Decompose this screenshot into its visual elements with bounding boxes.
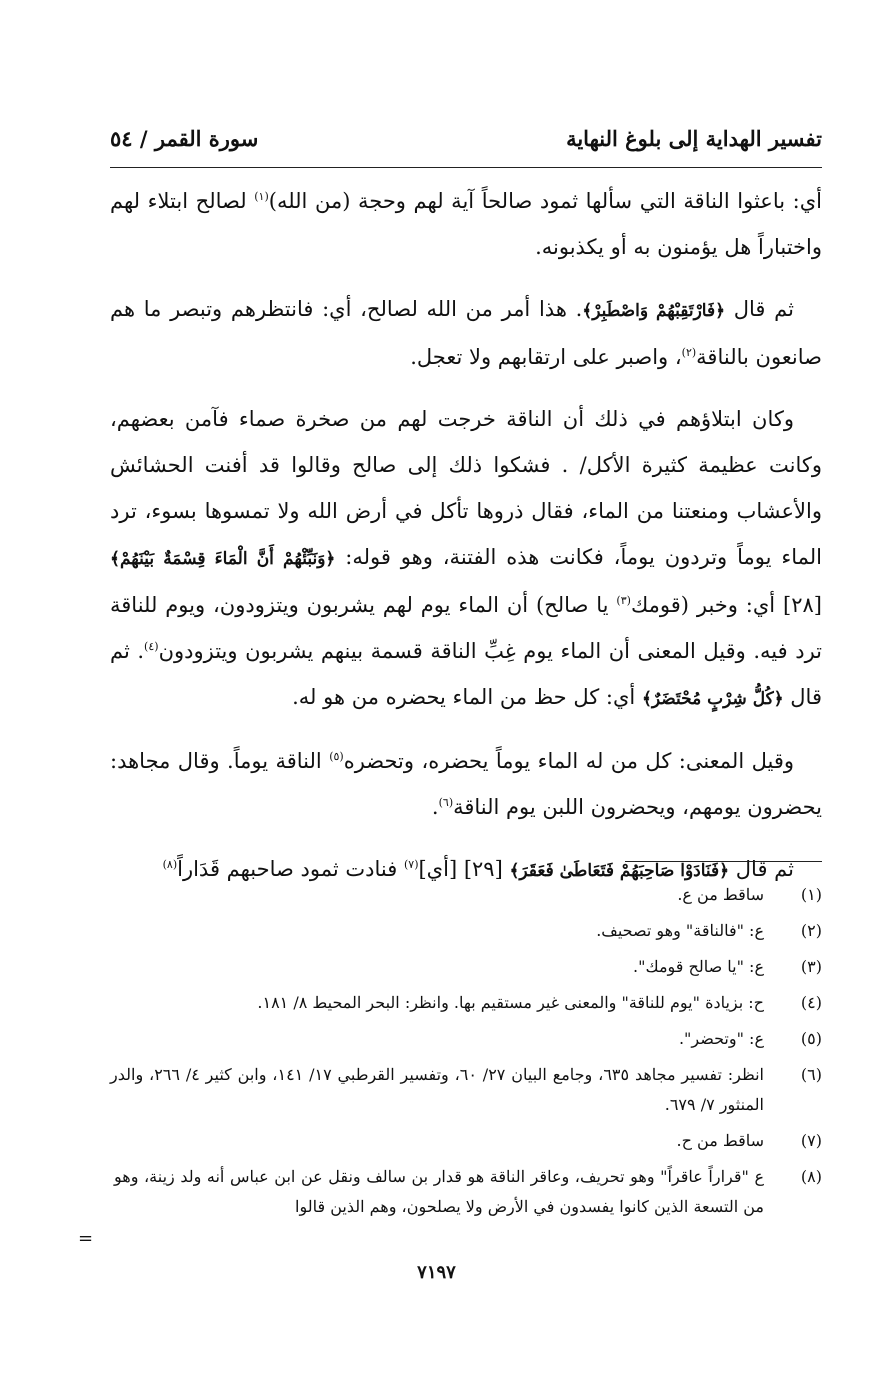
footnote-marker[interactable]: (٥)	[329, 750, 344, 763]
footnote-text: انظر: تفسير مجاهد ٦٣٥، وجامع البيان ٢٧/ ٦٠، وتفسير القرطبي ١٧/ ١٤١، وابن كثير ٤/ ٢٦٦، والدر المنثور ٧/ ٦٧٩.	[110, 1065, 764, 1114]
footnote-number: (٨)	[800, 1167, 822, 1186]
quran-verse: ﴿فَارْتَقِبْهُمْ وَاصْطَبِرْ﴾	[582, 301, 726, 321]
footnote-number: (٤)	[800, 993, 822, 1012]
footnote-text: ع: "يا صالح قومك".	[633, 957, 764, 976]
text-run: ثم قال	[725, 297, 794, 321]
surah-page-label: سورة القمر / ٥٤	[110, 125, 259, 151]
footnote-text: ساقط من ع.	[677, 885, 764, 904]
footnote-text: ع: "فالناقة" وهو تصحيف.	[596, 921, 764, 940]
footnotes	[110, 880, 822, 1228]
text-run: أي: باعثوا الناقة التي سألها ثمود صالحاً آية لهم وحجة (من الله)	[268, 189, 823, 213]
text-run: وقيل المعنى: كل من له الماء يوماً يحضره، وتحضره	[343, 749, 795, 773]
footnote-text: ع: "وتحضر".	[678, 1029, 764, 1048]
footnote-1	[110, 880, 822, 910]
continuation-mark: =	[78, 1228, 94, 1249]
footnote-2	[110, 916, 822, 946]
footnote-number: (١)	[800, 885, 822, 904]
footnote-number: (٢)	[800, 921, 822, 940]
footnote-number: (٣)	[800, 957, 822, 976]
text-run: فنادت ثمود صاحبهم قَدَاراً	[177, 857, 404, 881]
footnote-marker[interactable]: (٨)	[162, 858, 178, 871]
footnote-marker[interactable]: (٧)	[403, 858, 419, 871]
footnote-7	[110, 1126, 822, 1156]
text-run: لصالح ابتلاء لهم واختباراً هل يؤمنون به أو يكذبونه.	[110, 189, 822, 259]
text-run: [٢٨] أي: وخبر (قومك	[630, 593, 822, 617]
footnote-marker[interactable]: (٣)	[616, 594, 631, 607]
text-run: .	[431, 795, 439, 819]
footnote-marker[interactable]: (٦)	[438, 796, 454, 809]
text-run: وكان ابتلاؤهم في ذلك أن الناقة خرجت لهم من صخرة صماء فآمن بعضهم، وكانت عظيمة كثيرة الأكل/ . فشكوا ذلك إلى صالح وقالوا قد أفنت الحشائش والأعشاب ومنعتنا من الماء، فقال ذروها تأكل في أرض الله ولا تمسوها بسوء، ترد الماء يوماً وتردون يوماً، فكانت هذه الفتنة، وهو قوله:	[110, 407, 822, 569]
page-number: ٧١٩٧	[417, 1262, 456, 1283]
paragraph-4	[110, 738, 822, 830]
footnote-6	[110, 1060, 822, 1120]
running-header	[110, 118, 822, 158]
footnote-number: (٧)	[800, 1131, 822, 1150]
paragraph-3	[110, 396, 822, 722]
quran-verse: ﴿وَنَبِّئْهُمْ أَنَّ الْمَاءَ قِسْمَةٌ بَيْنَهُمْ﴾	[110, 549, 336, 569]
text-run: . هذا أمر من الله لصالح، أي: فانتظرهم وتبصر ما هم صانعون بالناقة	[110, 297, 822, 369]
footnote-5	[110, 1024, 822, 1054]
footnote-marker[interactable]: (٢)	[681, 346, 697, 359]
text-run: ثم قال	[729, 857, 794, 881]
footnote-4	[110, 988, 822, 1018]
text-run: ، واصبر على ارتقابهم ولا تعجل.	[410, 345, 682, 369]
text-run: . ثم قال	[110, 639, 822, 709]
text-run: أي: كل حظ من الماء يحضره من هو له.	[292, 685, 642, 709]
book-title: تفسير الهداية إلى بلوغ النهاية	[566, 125, 822, 151]
footnote-marker[interactable]: (١)	[254, 190, 269, 203]
footnote-rule	[625, 861, 822, 862]
footnote-text: ح: بزيادة "يوم للناقة" والمعنى غير مستقيم بها. وانظر: البحر المحيط ٨/ ١٨١.	[257, 993, 764, 1012]
text-run: يا صالح) أن الماء يوم لهم يشربون ويتزودون، ويوم للناقة ترد فيه. وقيل المعنى أن الماء يوم غِبِّ الناقة قسمة بينهم يشربون ويتزودون	[110, 593, 822, 663]
footnote-number: (٥)	[800, 1029, 822, 1048]
quran-verse: ﴿فَنَادَوْا صَاحِبَهُمْ فَتَعَاطَىٰ فَعَقَرَ﴾	[509, 861, 730, 881]
text-run: الناقة يوماً. وقال مجاهد: يحضرون يومهم، ويحضرون اللبن يوم الناقة	[110, 749, 822, 819]
footnote-text: ساقط من ح.	[676, 1131, 764, 1150]
footnote-number: (٦)	[800, 1065, 822, 1084]
footnote-marker[interactable]: (٤)	[144, 640, 159, 653]
footnote-8	[110, 1162, 822, 1222]
main-text	[110, 178, 822, 910]
footnote-3	[110, 952, 822, 982]
paragraph-2	[110, 286, 822, 380]
footnote-text: ع "قراراً عاقراً" وهو تحريف، وعاقر الناقة هو قدار بن سالف ونقل عن ابن عباس أنه ولد زينة، وهو من التسعة الذين كانوا يفسدون في الأرض ولا يصلحون، وهم الذين قالوا	[114, 1167, 764, 1216]
quran-verse: ﴿كُلُّ شِرْبٍ مُحْتَضَرٌ﴾	[641, 689, 784, 709]
paragraph-1	[110, 178, 822, 270]
header-rule	[110, 167, 822, 168]
text-run: [٢٩] [أي]	[418, 857, 510, 881]
